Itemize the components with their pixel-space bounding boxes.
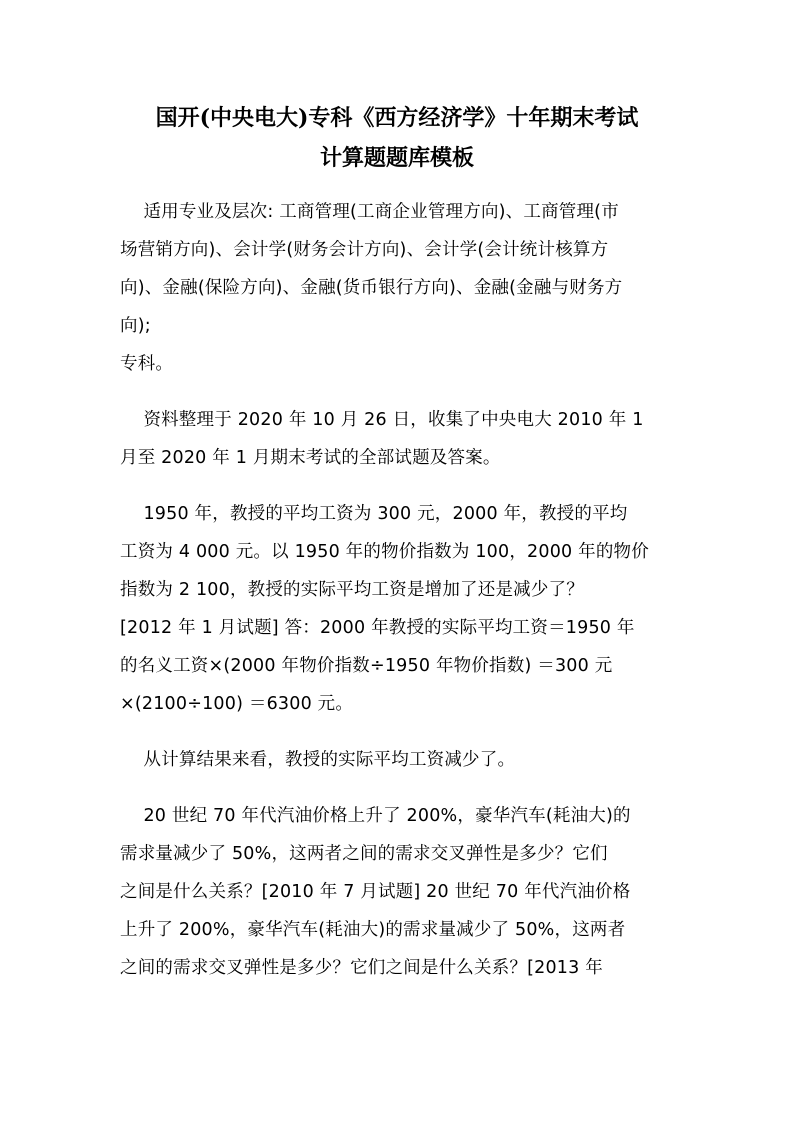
body-line: 适用专业及层次: 工商管理(工商企业管理方向)、工商管理(市	[120, 202, 619, 222]
body-line: 向)、金融(保险方向)、金融(货币银行方向)、金融(金融与财务方	[120, 278, 623, 298]
body-line: 工资为 4 000 元。以 1950 年的物价指数为 100，2000 年的物价	[120, 542, 649, 562]
body-line: 上升了 200%，豪华汽车(耗油大)的需求量减少了 50%，这两者	[120, 920, 626, 940]
document-title-line-1: 国开(中央电大)专科《西方经济学》十年期末考试	[155, 105, 639, 131]
body-line: 场营销方向)、会计学(财务会计方向)、会计学(会计统计核算方	[120, 240, 609, 260]
body-line: ×(2100÷100) ＝6300 元。	[120, 694, 354, 714]
body-line: 1950 年，教授的平均工资为 300 元，2000 年，教授的平均	[120, 504, 628, 524]
body-line: 之间是什么关系？[2010 年 7 月试题] 20 世纪 70 年代汽油价格	[120, 882, 631, 902]
body-line: 从计算结果来看，教授的实际平均工资减少了。	[120, 750, 516, 770]
body-line: 专科。	[120, 354, 174, 374]
body-line: 需求量减少了 50%，这两者之间的需求交叉弹性是多少？它们	[120, 844, 608, 864]
body-line: 的名义工资×(2000 年物价指数÷1950 年物价指数) ＝300 元	[120, 656, 613, 676]
body-line: 之间的需求交叉弹性是多少？它们之间是什么关系？[2013 年	[120, 958, 603, 978]
body-line: 月至 2020 年 1 月期末考试的全部试题及答案。	[120, 448, 501, 468]
body-line: 向);	[120, 316, 151, 336]
document-title-line-2: 计算题题库模板	[319, 145, 474, 171]
body-line: 指数为 2 100，教授的实际平均工资是增加了还是减少了？	[120, 580, 584, 600]
body-line: 资料整理于 2020 年 10 月 26 日，收集了中央电大 2010 年 1	[120, 410, 644, 430]
body-line: 20 世纪 70 年代汽油价格上升了 200%，豪华汽车(耗油大)的	[120, 806, 631, 826]
body-line: [2012 年 1 月试题] 答：2000 年教授的实际平均工资＝1950 年	[120, 618, 635, 638]
